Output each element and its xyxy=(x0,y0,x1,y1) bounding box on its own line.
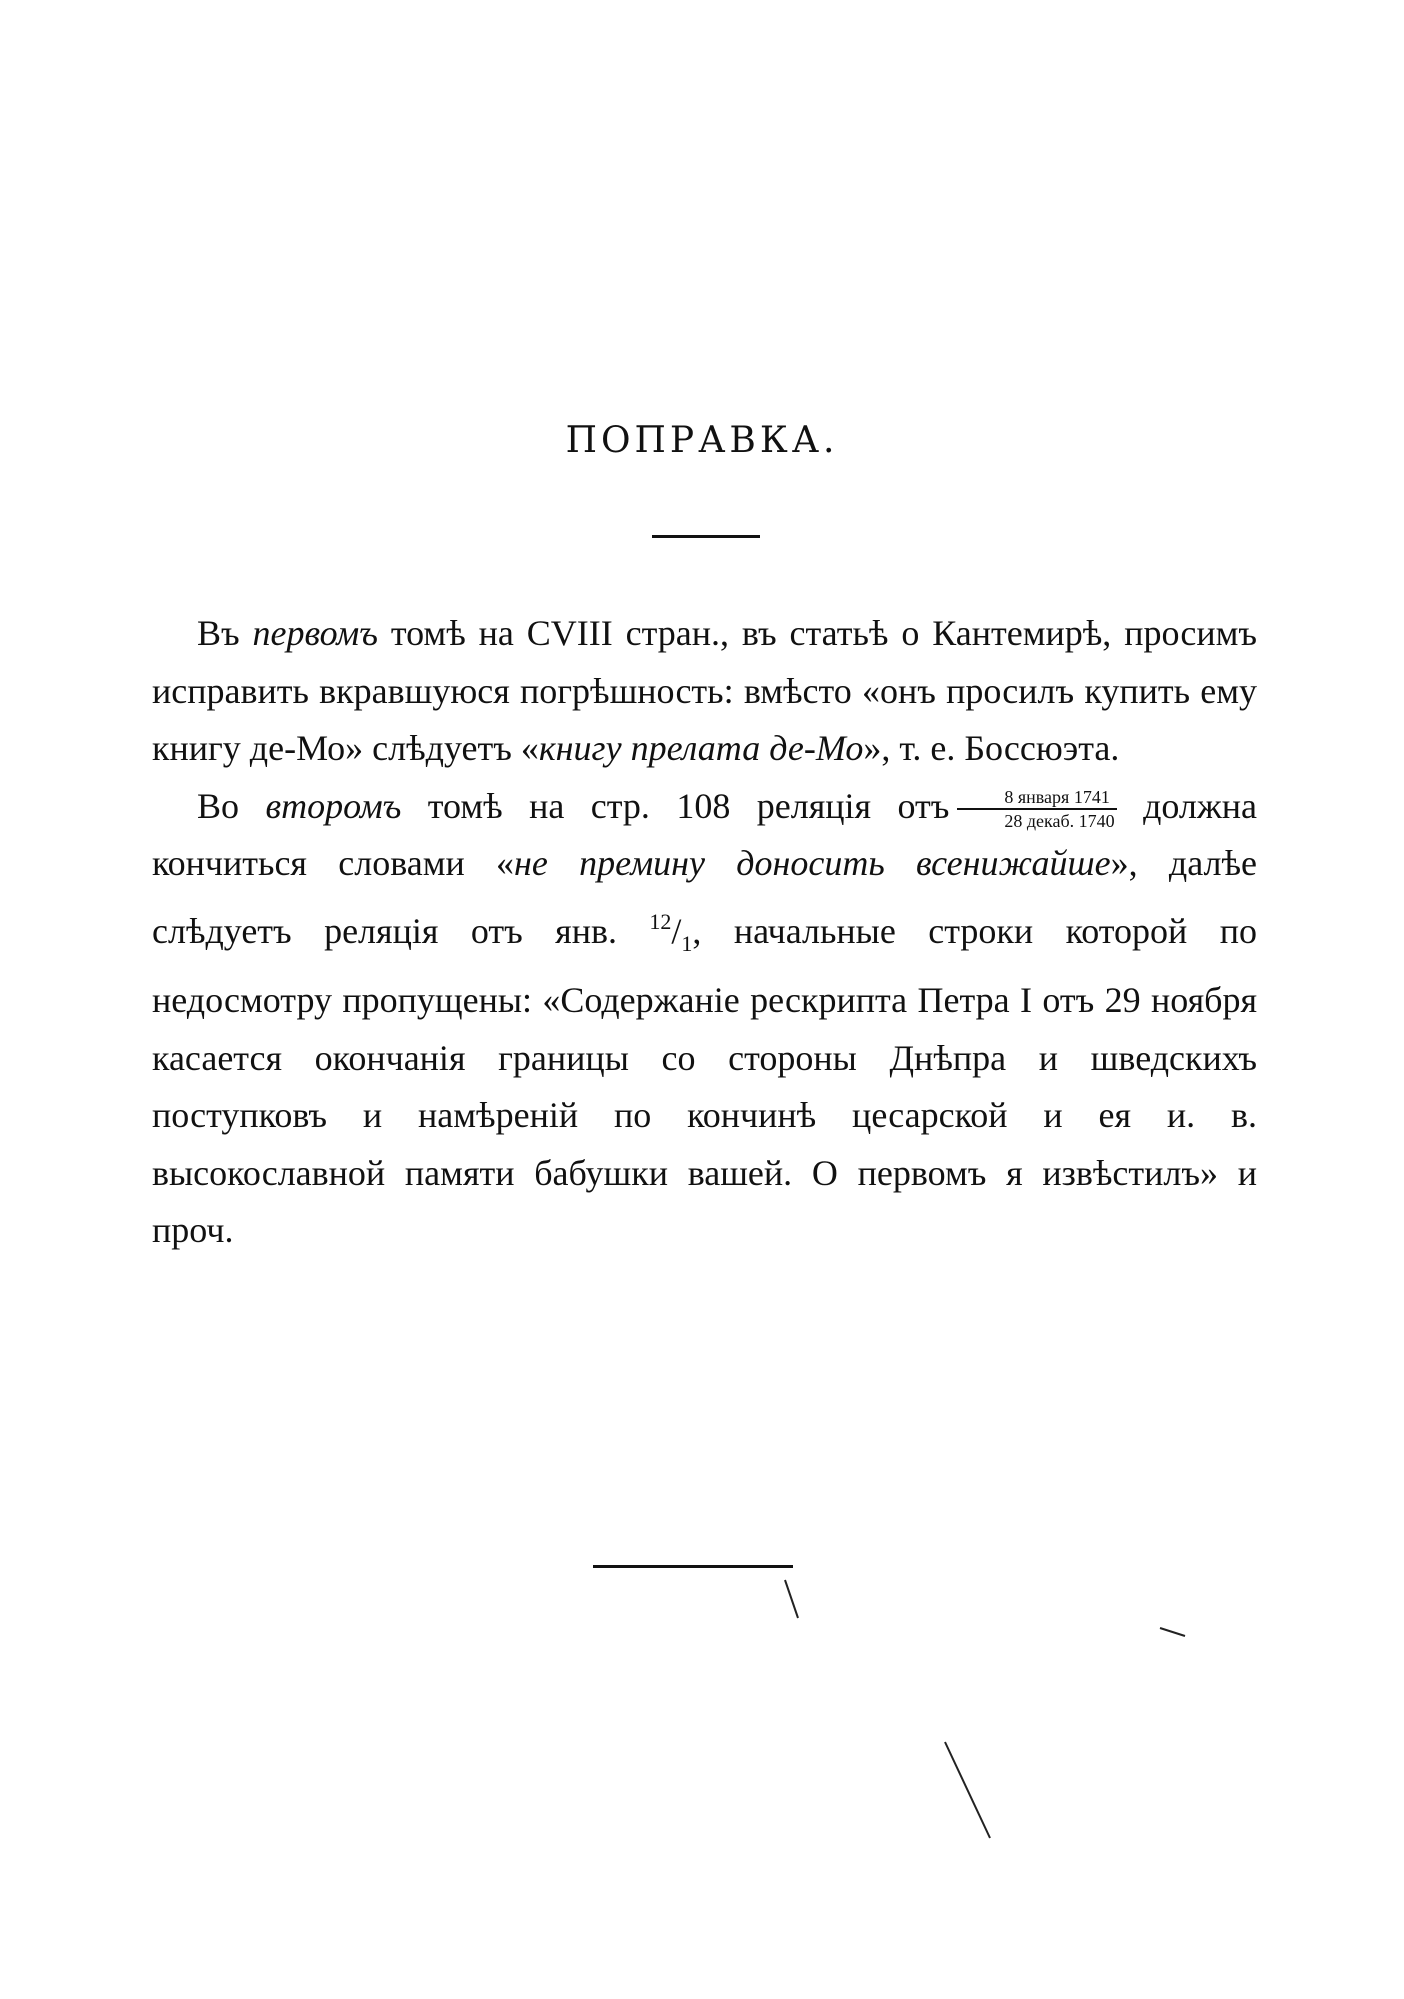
text-run: », т. е. Боссюэта. xyxy=(863,728,1120,768)
paragraph-first-volume xyxy=(152,605,1257,778)
text-run: томѣ на стр. 108 реляція отъ xyxy=(401,785,950,826)
italic-run: не премину доносить всенижайше xyxy=(514,843,1111,883)
date-fraction xyxy=(957,787,1116,831)
italic-run: первомъ xyxy=(252,613,378,653)
italic-run: второмъ xyxy=(265,785,402,826)
correction-text xyxy=(152,605,1257,1260)
paragraph-second-volume xyxy=(152,778,1257,1260)
date-slash: / xyxy=(671,910,682,951)
date-subscript: 1 xyxy=(681,930,693,956)
text-run: томѣ на CVIII стран., въ статьѣ о Кантемирѣ, просимъ исправить вкравшуюся погрѣшность: вмѣсто «онъ просилъ купить ему книгу де-Мо» слѣдуетъ « xyxy=(152,613,1257,768)
date-fraction-numerator: 8 января 1741 xyxy=(957,787,1116,810)
scan-mark xyxy=(1160,1628,1185,1636)
text-run: », далѣе слѣдуетъ реляція отъ янв. xyxy=(152,843,1258,951)
scan-mark xyxy=(945,1742,990,1838)
closing-divider xyxy=(593,1565,793,1568)
text-run: должна кончиться словами « xyxy=(152,785,1257,883)
page-title: ПОПРАВКА. xyxy=(565,420,839,461)
date-fraction-denominator: 28 декаб. 1740 xyxy=(1004,811,1115,832)
date-superscript: 12 xyxy=(649,908,672,934)
text-run: , начальные строки которой по недосмотру пропущены: «Содержаніе рескрипта Петра I отъ 29 ноября касается окончанія границы со стороны Днѣпра и шведскихъ поступковъ и намѣреній по кончинѣ цесарской и ея и. в. высокославной памяти бабушки вашей. О первомъ я извѣстилъ» и проч. xyxy=(152,910,1258,1250)
scan-mark xyxy=(785,1580,798,1618)
italic-run: книгу прелата де-Мо xyxy=(538,728,864,768)
text-run: Во xyxy=(197,785,266,826)
text-run: Въ xyxy=(197,613,253,653)
title-divider xyxy=(652,535,760,538)
